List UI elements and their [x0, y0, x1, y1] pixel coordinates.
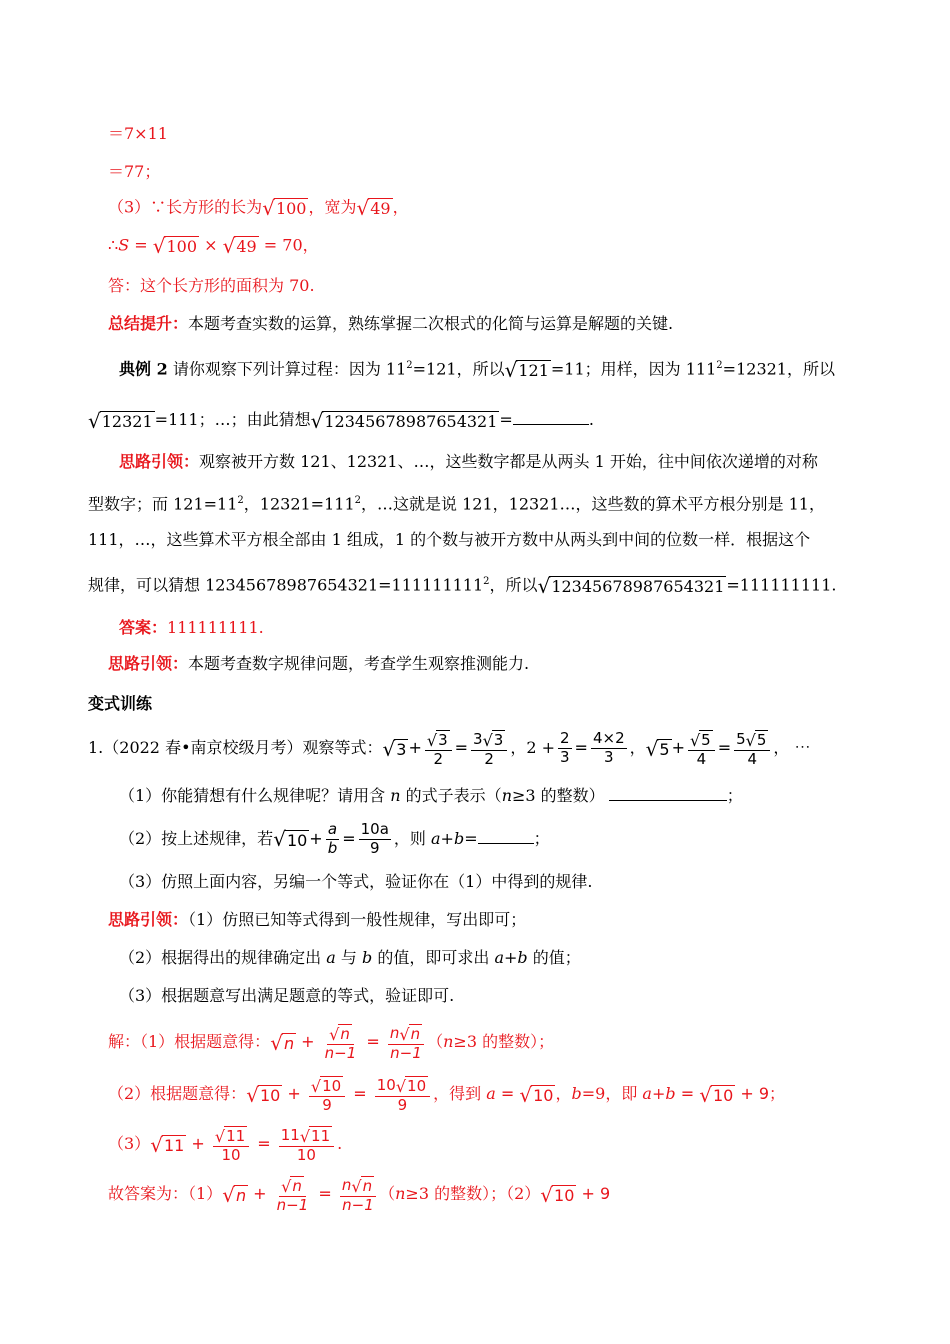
- coefficient: 5: [736, 729, 746, 748]
- text: ，: [555, 1084, 572, 1104]
- text: ≥3 的整数）；（2）: [405, 1184, 541, 1204]
- text: =12321，所以: [722, 359, 835, 379]
- hint-line-6: [108, 912, 526, 928]
- var-b: b: [571, 1084, 582, 1104]
- numerator: 10a: [360, 820, 389, 838]
- radicand: 3: [396, 740, 407, 760]
- denominator: n−1: [276, 1195, 309, 1214]
- sqrt: √ 49: [222, 234, 257, 258]
- text: （2）按上述规律，若: [119, 828, 274, 848]
- operator: =: [574, 738, 588, 758]
- radicand: 11: [311, 1127, 331, 1145]
- coefficient: n: [389, 1023, 400, 1042]
- denominator: n−1: [342, 1195, 374, 1214]
- text: ，2 +: [510, 738, 555, 758]
- denominator: n−1: [390, 1043, 422, 1062]
- fraction: 10 √ 10 9: [375, 1076, 430, 1113]
- text: ，所以: [489, 575, 538, 595]
- numerator: n: [340, 1025, 350, 1043]
- area-formula-line: [108, 236, 319, 256]
- text: =121，所以: [412, 359, 505, 379]
- fraction: √ 5 4: [688, 730, 715, 767]
- denominator: 9: [322, 1095, 332, 1114]
- sqrt: √ 11: [150, 1132, 185, 1157]
- question-2: [119, 822, 550, 857]
- solution-part3-line: [108, 198, 409, 218]
- therefore-symbol: ∴: [108, 235, 119, 255]
- sqrt: √ 121: [504, 358, 549, 382]
- radicand: 11: [163, 1136, 185, 1156]
- text: .: [337, 1134, 343, 1154]
- operator: +: [248, 1184, 272, 1204]
- operator: +: [671, 738, 685, 758]
- radicand: 10: [407, 1077, 427, 1095]
- text: ，: [629, 738, 646, 758]
- question-3: [119, 874, 592, 890]
- hint-line-5: [108, 656, 529, 672]
- final-answer: [108, 1176, 610, 1213]
- text: 111，…，这些算术平方根全部由 1 组成，1 的个数与被开方数中从两头到中间的位数一样．根据这个: [88, 530, 811, 549]
- solution-3: [108, 1126, 342, 1163]
- answer-blank[interactable]: [478, 829, 534, 844]
- numerator: 10: [322, 1077, 342, 1095]
- denominator: n−1: [324, 1043, 357, 1062]
- radicand: 10: [712, 1086, 734, 1106]
- operator: =: [252, 1134, 276, 1154]
- hint-line-3: [88, 532, 810, 548]
- var-a-plus-b: a+b: [494, 948, 528, 967]
- solution-1: [108, 1024, 554, 1061]
- text: =9，即: [581, 1084, 643, 1104]
- hint-label: 思路引领：: [108, 654, 189, 673]
- operator: +: [296, 1032, 320, 1052]
- hint-text: 观察被开方数 121、12321、…，这些数字都是从两头 1 开始，往中间依次递增的对称: [199, 452, 818, 471]
- answer-blank[interactable]: [609, 786, 727, 801]
- text: 1.（2022 春•南京校级月考）观察等式：: [88, 738, 383, 758]
- text: 的值；: [527, 948, 581, 967]
- text: （2）根据得出的规律确定出: [119, 948, 327, 967]
- numerator: 4×2: [592, 729, 625, 748]
- sqrt: √ 3: [382, 736, 407, 761]
- text: （3）仿照上面内容，另编一个等式，验证你在（1）中得到的规律.: [119, 872, 593, 891]
- radicand: 121: [518, 361, 549, 381]
- var-b: b: [362, 948, 373, 967]
- radicand: 100: [166, 237, 198, 257]
- text: + 9；: [735, 1084, 786, 1104]
- operator: =: [361, 1032, 385, 1052]
- text: ≥3 的整数）；: [453, 1032, 555, 1052]
- sqrt: √ 10: [540, 1182, 575, 1207]
- radicand: 10: [259, 1086, 281, 1106]
- numerator: 5: [701, 731, 711, 749]
- fraction: [359, 822, 391, 857]
- text: ；: [726, 786, 743, 805]
- question-1: [119, 786, 743, 804]
- text: ，…这就是说 121，12321…，这些数的算术平方根分别是 11，: [361, 494, 825, 514]
- text: 故答案为：（1）: [108, 1184, 223, 1204]
- var-a-plus-b: a+b: [431, 828, 465, 848]
- operator: =: [313, 1184, 337, 1204]
- var-a-plus-b: a+b: [642, 1084, 676, 1104]
- text: 规律，可以猜想 12345678987654321=111111111: [88, 575, 484, 595]
- text: ，宽为: [308, 197, 357, 217]
- sqrt: √ 49: [356, 196, 391, 220]
- text: ≥3 的整数）: [512, 786, 605, 805]
- operator: =: [454, 738, 469, 758]
- fraction: 5 √ 5 4: [734, 730, 770, 767]
- summary-line: [108, 316, 673, 332]
- summary-text: 本题考查实数的运算，熟练掌握二次根式的化简与运算是解题的关键.: [188, 314, 674, 333]
- denominator: 2: [484, 749, 494, 768]
- var-n: n: [501, 786, 512, 805]
- solution-2: [108, 1076, 785, 1113]
- superscript: 2: [483, 576, 490, 588]
- hint-label: 思路引领：: [119, 452, 200, 471]
- answer-text: 111111111.: [167, 618, 264, 637]
- text: =: [129, 235, 153, 255]
- sqrt: √ n: [270, 1030, 295, 1055]
- operator: +: [186, 1134, 210, 1154]
- numerator: a: [327, 820, 338, 838]
- fraction: √ n n−1: [276, 1176, 309, 1214]
- fraction: √ 3 2: [425, 730, 452, 767]
- calc-line-2: [108, 164, 160, 180]
- coefficient: n: [341, 1175, 352, 1194]
- text: ，12321=111: [243, 494, 355, 514]
- answer-blank[interactable]: [513, 410, 589, 425]
- superscript: 2: [716, 360, 723, 372]
- fraction: [326, 822, 340, 857]
- text: =111；…；由此猜想: [154, 410, 311, 429]
- radicand: 12345678987654321: [324, 411, 498, 431]
- denominator: 9: [370, 838, 380, 857]
- radicand: 10: [286, 830, 308, 850]
- var-n: n: [443, 1032, 454, 1052]
- sqrt: √ 10: [273, 827, 308, 852]
- denominator: 10: [221, 1145, 241, 1164]
- calc-line-2-text: ＝77；: [108, 162, 161, 181]
- radicand: 100: [275, 199, 307, 219]
- radicand: 12345678987654321: [551, 577, 725, 597]
- fraction: [591, 731, 627, 766]
- hint-line-4: [88, 576, 836, 596]
- example-2-line-2: [88, 410, 594, 431]
- section-heading: [88, 696, 152, 712]
- answer-text: 答：这个长方形的面积为 70.: [108, 276, 315, 295]
- calc-line-1-text: ＝7×11: [108, 124, 168, 143]
- var-s: S: [118, 235, 130, 255]
- text: （: [379, 1184, 396, 1204]
- calc-line-1: [108, 126, 168, 142]
- fraction: √ n n−1: [324, 1024, 357, 1062]
- var-n: n: [390, 786, 401, 805]
- radicand: 10: [533, 1086, 554, 1106]
- numerator: 11: [226, 1127, 246, 1145]
- denominator: 9: [397, 1095, 408, 1114]
- section-title: 变式训练: [88, 694, 153, 713]
- text: =111111111.: [726, 575, 837, 595]
- denominator: 2: [433, 749, 443, 768]
- hint-text: 本题考查数字规律问题，考查学生观察推测能力.: [188, 654, 530, 673]
- text: （: [427, 1032, 444, 1052]
- text: （3）∵长方形的长为: [108, 197, 263, 217]
- radicand: 49: [370, 199, 391, 219]
- text: .: [588, 410, 594, 429]
- answer-line-2: [119, 620, 264, 636]
- operator: =: [348, 1084, 372, 1104]
- sqrt: √ 5: [645, 736, 670, 761]
- text: 型数字；而 121=11: [88, 494, 238, 514]
- hint-line-1: [119, 454, 818, 470]
- text: =: [464, 828, 478, 848]
- text: ×: [199, 235, 223, 255]
- operator: =: [675, 1084, 700, 1104]
- radicand: 5: [659, 740, 670, 760]
- problem-1-line: [88, 730, 811, 767]
- fraction: √ 10 9: [309, 1076, 345, 1113]
- sqrt: √ 10: [246, 1082, 281, 1107]
- operator: +: [309, 828, 323, 848]
- operator: =: [717, 738, 732, 758]
- fraction: 11 √ 11 10: [279, 1126, 334, 1163]
- hint-line-2: [88, 496, 825, 512]
- sqrt: √ 10: [519, 1082, 554, 1107]
- text: ，则: [393, 828, 432, 848]
- numerator: 2: [560, 729, 570, 748]
- numerator: n: [292, 1177, 302, 1195]
- sqrt: √ 100: [262, 196, 307, 220]
- superscript: 2: [406, 360, 413, 372]
- radicand: n: [235, 1186, 247, 1206]
- radicand: n: [283, 1034, 295, 1054]
- sqrt: √ n: [222, 1182, 247, 1207]
- text: ，: [392, 197, 409, 217]
- sqrt: √ 100: [152, 234, 198, 258]
- var-n: n: [395, 1184, 406, 1204]
- sqrt: √ 10: [699, 1082, 734, 1107]
- text: （2）根据题意得：: [108, 1084, 247, 1104]
- hint-label: 思路引领：: [108, 910, 189, 929]
- fraction: 3 √ 3 2: [471, 730, 507, 767]
- denominator: 3: [560, 748, 570, 767]
- coefficient: 10: [376, 1075, 396, 1094]
- fraction: n √ n n−1: [388, 1024, 424, 1061]
- text: 请你观察下列计算过程：因为 11: [172, 359, 407, 379]
- text: （1）你能猜想有什么规律呢？请用含: [119, 786, 391, 805]
- coefficient: 11: [280, 1125, 300, 1144]
- text: ，得到: [433, 1084, 487, 1104]
- radicand: 5: [756, 731, 767, 749]
- fraction: n √ n n−1: [340, 1176, 376, 1213]
- denominator: b: [327, 838, 338, 857]
- var-a: a: [486, 1084, 496, 1104]
- answer-label: 答案：: [119, 618, 168, 637]
- text: = 70，: [258, 235, 319, 255]
- text: =: [499, 410, 513, 429]
- radicand: 12321: [101, 411, 153, 431]
- text: ， ⋯: [773, 738, 811, 758]
- text: （3）根据题意写出满足题意的等式，验证即可.: [119, 986, 455, 1005]
- text: （3）: [108, 1134, 151, 1154]
- text: + 9: [576, 1184, 611, 1204]
- hint-line-7: [119, 950, 581, 966]
- denominator: 3: [604, 748, 614, 767]
- superscript: 2: [237, 495, 244, 506]
- sqrt: √ 12321: [88, 408, 153, 433]
- text: 解：（1）根据题意得：: [108, 1032, 271, 1052]
- summary-label: 总结提升：: [108, 314, 189, 333]
- radicand: n: [362, 1177, 373, 1195]
- text: =11；用样，因为 111: [550, 359, 717, 379]
- denominator: 4: [747, 749, 758, 768]
- superscript: 2: [354, 495, 362, 506]
- operator: =: [495, 1084, 520, 1104]
- text: 的值，即可求出: [372, 948, 495, 967]
- denominator: 4: [696, 749, 707, 768]
- radicand: 10: [554, 1186, 575, 1206]
- sqrt: √ 12345678987654321: [537, 574, 725, 598]
- sqrt: √ 12345678987654321: [310, 408, 498, 433]
- hint-text: （1）仿照已知等式得到一般性规律，写出即可；: [188, 910, 527, 929]
- operator: +: [282, 1084, 306, 1104]
- text: 与: [335, 948, 363, 967]
- operator: +: [408, 738, 422, 758]
- operator: =: [342, 828, 356, 848]
- denominator: 10: [296, 1145, 316, 1164]
- var-a: a: [326, 948, 336, 967]
- coefficient: 3: [473, 729, 483, 748]
- radicand: n: [410, 1025, 421, 1043]
- radicand: 3: [493, 731, 504, 749]
- hint-line-8: [119, 988, 454, 1004]
- text: ；: [533, 828, 550, 848]
- fraction: √ 11 10: [213, 1126, 249, 1163]
- fraction: [558, 731, 572, 766]
- example-label: 典例 2: [119, 359, 168, 379]
- text: 的式子表示（: [400, 786, 502, 805]
- example-2-line-1: [119, 360, 835, 380]
- numerator: 3: [438, 731, 448, 749]
- radicand: 49: [236, 237, 257, 257]
- answer-line: [108, 278, 315, 294]
